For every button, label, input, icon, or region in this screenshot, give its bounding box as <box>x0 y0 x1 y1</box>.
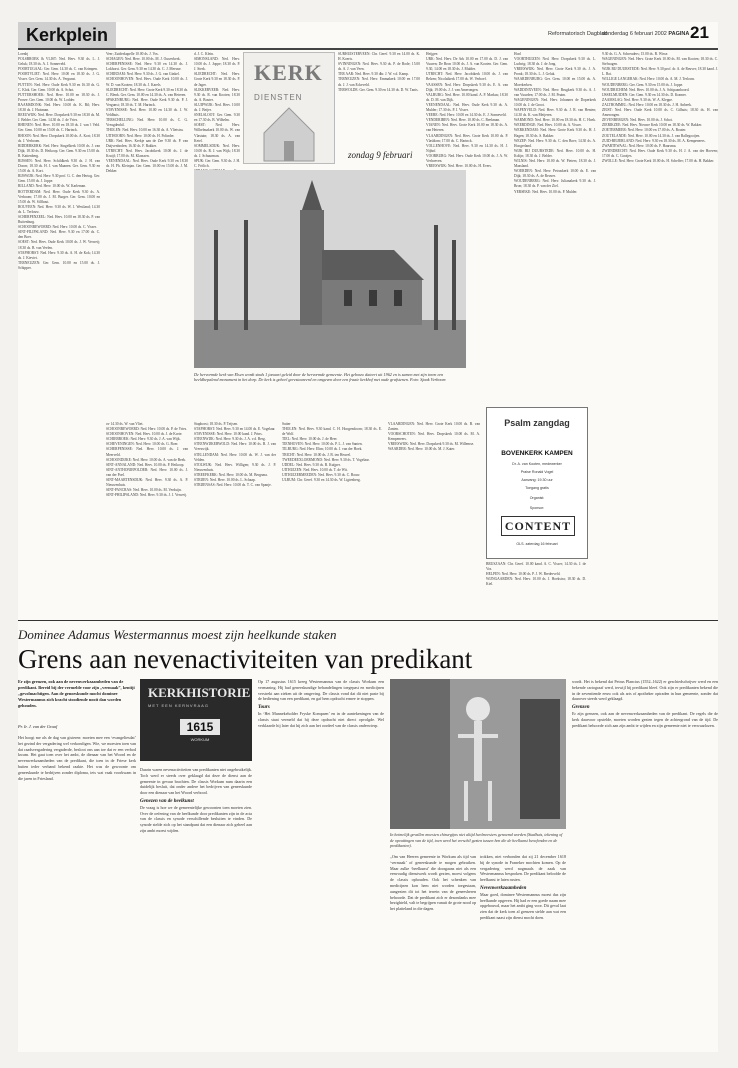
kerkdiensten-logo-subtitle: DIENSTEN <box>254 93 303 102</box>
service-listing: POLSBROEK & VLIST: Ned. Herv. 9.30 ds. L. J. Geluk; 18.30 ds. A. J. Sonneveld. <box>18 57 100 67</box>
church-icon <box>244 103 334 163</box>
service-listing: ZUID-BEIJERLAND: Ned. Herv. 9.30 en 18.30 ds. M. A. Kempeneers. <box>602 138 706 143</box>
service-listing: IJSSELMUIDEN: Ger. Gem. 9.30 en 14.30 ds. D. Kramer. <box>602 92 687 97</box>
article-kicker: Dominee Adamus Westermannus moest zijn heelkunde staken <box>18 627 337 642</box>
service-listing: Staphorst; 18.30 ds. P. Teijsen. <box>194 422 239 426</box>
service-listing: WOERDEN: Ned. Herv. Petruskerk 10.00 ds. E. van Dijk; 18.30 ds. A. de Reuver. <box>514 169 596 179</box>
service-listing: THOLEN: Ned. Herv. 10.00 en 16.30 ds. A. Vlietstra. <box>106 128 184 133</box>
service-listing: TERSCHELLING: Ned. Herv. 10.00 ds. C. G. Vreugdenhil. <box>106 118 188 128</box>
article-column-6: wordt. Het is bekend dat Petrus Plancius (1552–1622) er geschiedschrijver werd en een bekende cartograaf werd, terwijl hij predikant bleef. Ook zijn er predikanten bekend die in de zeventiende eeuw ook als arts of apotheker optraden in hun gemeente, zonder dat daarover steeds werd geklaagd. Grenzen Er zijn grenzen, ook aan de nevenwerkzaamheden van de predikant. De regels die de kerk daarvoor opstelde, moeten worden gezien tegen de achtergrond van de tijd. De predikant behoorde zich aan zijn ambt te wijden en zijn gemeente niet te verwaarlozen. <box>572 679 718 728</box>
service-listing: SOMMELSDIJK: Ned. Herv. 10.00 ds. R. J. van Wijk; 18.30 ds. J. Schuurman. <box>194 143 240 158</box>
service-listing: VOORBURG: Ned. Herv. Oude Kerk 10.00 ds. J. A. W. Verhoeven. <box>426 153 508 163</box>
service-listing: WOUDENBERG: Ger. Gem. 9.30 en 15.00 ds. J. Joppe. <box>602 82 684 87</box>
ad-line-2: Praise Ronald Vogel <box>520 470 554 474</box>
section-divider <box>18 620 718 621</box>
psalmzangdag-advertisement <box>486 407 588 559</box>
service-listing: Veer; Zuiderkapelle 10.00 ds. J. Vos. <box>106 52 159 56</box>
service-listing: SCHAGEN: Ned. Herv. 10.00 ds. M. J. Ouwerkerk. <box>106 57 181 62</box>
service-listing: PUTTERSHOEK: Ned. Herv. 10.00 en 18.30 ds. J. Prosee. Ger. Gem. 10.00 ds. W. Lodder. <box>18 92 100 102</box>
service-listing: WILLIGE LANGERAK: Ned. Herv. 10.00 ds. A. M. J. Terlouw. <box>602 77 695 82</box>
ad-venue: BOVENKERK KAMPEN <box>501 450 573 457</box>
service-listing: HELPEN: Ned. Herv. 10.00 ds. P. J. W. Brederveld. <box>486 572 561 577</box>
article-lead: Er zijn grenzen, ook aan de nevenwerkzaamheden van de predikant. Bereid bij der vermelde voor zijn „vermaak”, kentiji „gevolmachtigen. Aan de genoeskunde mocht dominee Westermannus zich kracht stoodiende nooit dan worden gehouden. <box>18 679 135 708</box>
service-listing: d. J. C. Klein. <box>194 52 214 56</box>
service-listing: SIMONSLAND: Ned. Herv. 10.00 ds. J. Joppe; 18.30 ds. P. J. Sterk. <box>194 57 240 72</box>
service-listing: SCHIEBROEK: Ned. Herv. 9.30 ds. J. A. van Wijk. <box>106 437 181 442</box>
service-listing: ZALTBOMMEL: Ned. Herv. 10.00 en 18.30 ds. J. H. Anbeek. <box>602 102 692 107</box>
service-listing: SINT-ANNALAND: Ned. Herv. 10.00 ds. P. Heikoop. <box>106 462 185 467</box>
kerkdiensten-column-1 <box>18 52 100 612</box>
ad-line-1: Dr. A. van Kooten, medewerker <box>512 462 562 466</box>
service-listing: SLIEDRECHT: Ned. Herv. Grote Kerk 9.30 en 18.30 ds. P. de Jager. <box>194 72 240 87</box>
service-listing: TILBURG: Ned. Herv. Elim; 10.00 ds. J. van der Hoek. <box>282 447 363 452</box>
service-listing: SCHOONHOVEN: Ned. Herv. 10.00 ds. J. de Korte. <box>106 432 183 437</box>
church-photo <box>194 170 466 368</box>
kerkhistorie-title: KERKHISTORIE <box>148 685 251 700</box>
service-listing: Heijgen <box>426 52 438 56</box>
service-listing: REEUWIJK: Ned. Herv. Dorpskerk 9.30 en 18.30 ds. M. J. Belder. Ger. Gem. 14.30 ds. J. de Vries. <box>18 113 101 123</box>
service-listing: WOUDENBERG: Ned. Herv. Julianakerk 9.30 ds. J. Bron; 18.30 ds. P. van der Ziel. <box>514 179 596 189</box>
kerkdiensten-column-4 <box>338 52 420 162</box>
kerkdiensten-column-5b <box>388 422 480 512</box>
kerkdiensten-column-4b <box>282 422 382 602</box>
service-listing: WAPENVELD: Ned. Herv. 9.30 ds. J. R. van Henten; 14.30 ds. K. van Meijeren. <box>514 108 596 118</box>
service-listing: STREEFKERK: Ned. Herv. 10.00 ds. M. Bergsma. <box>194 472 268 477</box>
service-listing: WAARDENBURG: Ger. Gem. 10.00 en 15.00 ds. A. Moerkerken. <box>514 77 596 87</box>
service-listing: 9.30 ds. G. A. Schreuders; 15.00 ds. B. Wisse. <box>602 52 669 56</box>
service-listing: WERKENDAM: Ned. Herv. Grote Kerk 9.30 ds. H. J. Hagen; 18.30 ds. S. Bakker. <box>514 128 596 138</box>
service-listing: SINT-ANTHONIEPOLDER: Ned. Herv. 10.00 ds. J. van der Poel. <box>106 467 188 477</box>
section-title: Kerkplein <box>18 22 116 48</box>
content-logo: CONTENT <box>501 516 575 536</box>
service-listing: STAPHORST: Ned. Herv. 9.30 en 14.00 ds. E. Vogelaar. <box>194 427 276 432</box>
service-listing: SVINNINGEN: Ned. Herv. 9.30 ds. P. de Bode; 15.00 ds. A. J. van Veen. <box>338 62 420 72</box>
service-listing: ZWIJNDRECHT: Ned. Herv. Oude Kerk 9.30 ds. H. J. A. van der Hoeven; 17.00 ds. C. Gootjes. <box>602 148 718 158</box>
article-column-5: trokken, niet verbonden dat zij 21 december 1618 bij de synode in Franeker mochten komen. Op de vergadering werd nogmaals de zaak van Westermannus besproken. De predikant beloofde de heelkunst te laten rusten. Nevenwerkzaamheden Maar goed, dominee Westermannus moest dus zijn heelkunde opgeven. Hij had er een goede naam mee opgebouwd, maar het ambt ging voor. Dit geval laat zien dat de kerk toen al grenzen stelde aan wat een predikant naast zijn dienst mocht doen. <box>480 854 566 920</box>
service-listing: THOLEN: Ned. Herv. 9.30 kand. C. H. Hoogendoorn; 18.30 ds. E. de Wolf. <box>282 427 382 437</box>
ad-organist: Organist: <box>529 496 545 500</box>
service-listing: URK: Ned. Herv. De Ark 10.00 en 17.00 ds. D. J. van Vuuren; De Bron 10.00 ds. J. A. van Kooten. Ger. Gem. 9.30, 14.00 en 18.30 ds. J. Mulder. <box>426 57 508 72</box>
kerkdiensten-logo-title: KERK <box>254 60 323 85</box>
service-listing: VLAARDINGEN: Ned. Herv. Grote Kerk 10.00 ds. B. van Zanten. <box>388 422 480 432</box>
service-listing: VOORTHUIZEN: Ned. Herv. Dorpskerk 9.30 ds. L. Ludwig; 18.30 ds. J. de Jong. <box>514 57 596 67</box>
service-listing: SNELSLOOT: Ger. Gem. 9.30 en 17.30 ds. B. Wilhelm. <box>194 113 240 123</box>
ad-line-3: Aanvang: 19.30 uur <box>521 478 553 482</box>
kerkdiensten-column-3b <box>194 422 276 602</box>
service-listing: VREESWIJK: Ned. Herv. Dorpskerk 9.30 ds. M. Willemse. <box>388 442 475 447</box>
service-listing: RIDDERKERK: Ned. Herv. Singelkerk 10.00 ds. J. van Dijk; 18.30 ds. D. Heikoop. Ger. Gem. 9.30 en 15.00 ds. R. Kattenberg. <box>18 143 100 158</box>
service-listing: STOLWIJK: Ned. Herv. Willigen; 9.30 ds. J. P. Nieuwenhuis. <box>194 462 276 472</box>
service-listing: TERNEUZEN: Ned. Herv. Emmakerk 10.00 en 17.00 ds. J. J. van Eckeveld. <box>338 77 420 87</box>
service-listing: WIJK BIJ DUURSTEDE: Ned. Herv. 9.30 prof. dr. A. de Reuver; 18.30 kand. J. L. Rot. <box>602 67 718 77</box>
service-listing: STAVENISSE: Ned. Herv. 10.00 en 14.30 ds. J. W. Veldhuis. <box>106 108 188 118</box>
service-listing: UTRECHT: Ned. Herv. Jacobikerk 10.00 ds. J. van Belzen; Nicolaïkerk 17.00 ds. W. Verhoef. <box>426 72 508 82</box>
service-listing: PUTTEN: Ned. Herv. Oude Kerk 9.30 en 16.30 ds. G. C. Klok. Ger. Gem. 10.00 ds. A. Schot. <box>18 82 100 92</box>
service-listing: SCHOONHOVEN: Ned. Herv. Oude Kerk 10.00 ds. J. W. D. van Kooten; 18.30 ds. J. Karels. <box>106 77 188 87</box>
service-listing: TERWOLDE: Ger. Gem. 9.30 en 14.30 ds. D. W. Tanis. <box>338 87 419 92</box>
ad-footer: OLS. zaterdag 16 februari <box>516 542 558 546</box>
service-listing: UITHUIZERMEEDEN: Ned. Herv. 9.30 ds. C. Bouw. <box>282 472 361 477</box>
kerkdiensten-column-3 <box>194 52 240 167</box>
service-listing: STAVENISSE: Ned. Herv. 10.00 kand. J. Prins. <box>194 432 263 437</box>
kerkhistorie-subtitle: MET EEN KERNVRAAG <box>148 703 209 708</box>
service-listing: VREESWIJK: Ned. Herv. 10.00 ds. H. Evers. <box>426 164 492 169</box>
service-listing: SLUIPWIJK: Ned. Herv. 10.00 ds. J. Beijer. <box>194 102 240 113</box>
service-listing: UDDEL: Ned. Herv. 9.30 ds. B. Kuijper. <box>282 462 341 467</box>
service-listing: WILNIS: Ned. Herv. 10.00 ds. W. Pieters; 18.30 ds. J. Maasland. <box>514 158 596 169</box>
skeleton-illustration <box>390 679 566 829</box>
kerkhistorie-place: WORKUM <box>190 737 210 742</box>
service-listing: RILLAND: Ned. Herv. 10.00 ds. W. Karleman. <box>18 184 87 189</box>
service-listing: TERNEUZEN: Ger. Gem. 10.00 en 15.00 ds. J. Schipper. <box>18 260 100 270</box>
service-listing: WADDINXVEEN: Ned. Herv. Brugkerk 9.30 ds. A. J. van Vuurden; 17.00 ds. J. M. Pruim. <box>514 87 596 97</box>
kerkhistorie-year: 1615 <box>180 719 220 735</box>
service-listing: SCHIEDAM: Ned. Herv. 9.30 ds. J. G. van Ginkel. <box>106 72 180 77</box>
service-listing: TER AAR: Ned. Herv. 9.30 dhr. J. W. v.d. Kamp. <box>338 72 409 77</box>
service-listing: ZOETERMEER: Ned. Herv. 10.00 en 17.00 ds. A. Bouter. <box>602 128 687 133</box>
service-listing: SINT-FILIPSLAND: Ned. Herv. 9.30 en 17.00 ds. C. den Boer. <box>18 230 100 240</box>
service-listing: RIJSSEN: Ned. Herv. Schildkerk 9.30 ds. J. H. van Doorn; 18.30 ds. H. J. van Maanen. Ger. Gem. 9.30 en 15.00 ds. A. Kort. <box>18 158 100 174</box>
service-listing: BRUSZAAN: Chr. Geref. 10.00 kand. A. C. Visser; 14.30 ds. J. de Vos. <box>486 562 586 572</box>
kerkdiensten-column-7 <box>602 52 718 612</box>
service-listing: WEERDINGE: Ned. Herv. 10.00 ds. A. Visser. <box>514 123 582 128</box>
service-listing: UTRECHT: Ned. Herv. Jacobikerk 10.00 ds. J. de Kruijf; 17.00 ds. M. Klaassen. <box>106 148 188 158</box>
service-listing: POORTUGAAL: Ger. Gem. 14.30 ds. C. van Krimpen. <box>18 67 98 72</box>
service-listing: VALBURG: Ned. Herv. 10.00 kand. A. P. Markus; 18.30 ds. D. M. van Dijk. <box>426 92 508 102</box>
service-listing: ZEVENBERGEN: Ned. Herv. 10.00 ds. J. Schot. <box>602 118 673 123</box>
service-listing: SINT-MAARTENSDIJK: Ned. Herv. 9.30 ds. A. P. Nieuwenhuis. <box>106 478 188 488</box>
service-listing: ULRUM: Chr. Geref. 9.30 en 14.30 ds. W. Ligtenberg. <box>282 478 361 483</box>
service-listing: ZWARTEWAAL: Ned. Herv. 10.00 ds. F. Haarsma. <box>602 143 677 148</box>
kerkhistorie-logo <box>140 679 252 761</box>
article-column-3: Op 17 augustus 1615 kreeg Westermannus van de classis Workum een vermaning. Hij had geneeskundige behandelingen toegepast en medicijnen verstrekt aan zieken uit de omgeving. De classis vond dat dit niet paste bij de bediening van een predikant, en gaf hem opdracht ermee te stoppen. Tours In ‘Het Munnekeholder Fryske Kompaen’ en in de aantekeningen van de classis staat vermeld dat hij deze opdracht niet direct opvolgde. Wel verklaarde hij later dat hij zich aan het oordeel van de classis onderwierp. <box>258 679 384 728</box>
service-listing: STEENWIJKERWOLD: Ned. Herv. 10.00 ds. B. J. van Vreeswijk. <box>194 442 276 452</box>
service-listing: SLIEDRECHT: Ned. Herv. Grote Kerk 9.30 en 18.30 ds. C. Blenk. Ger. Gem. 10.00 en 14.30 ds. A. van Heteren. <box>106 87 188 97</box>
service-listing: SCHOONREWOERD: Ned. Herv. 10.00 ds. P. de Vries. <box>106 427 188 432</box>
service-listing: SCHOONDIJKE: Ned. Herv. 10.00 ds. A. van de Beek. <box>106 457 187 462</box>
article-subhead-1: Genezen van de heelkunst <box>140 798 194 804</box>
service-listing: VOLLENHOVE: Ned. Herv. 9.30 en 14.30 ds. H. J. Nijhof. <box>426 143 508 153</box>
kerkdiensten-column-6 <box>514 52 596 402</box>
service-listing: ZAAMSLAG: Ned. Herv. 9.30 ds. W. A. Kleppe. <box>602 97 673 102</box>
service-listing: SINT-PHILIPSLAND: Ned. Herv. 9.30 ds. J. J. Verweij. <box>106 493 188 498</box>
skeleton-photo <box>390 679 566 829</box>
service-listing: VIANEN: Ned. Herv. Grote Kerk 10.00 en 18.30 ds. A. van Heteren. <box>426 123 508 133</box>
service-listing: VEENENDAAL: Ned. Herv. Oude Kerk 9.30 en 18.30 ds. H. Ph. Kleinjan. Ger. Gem. 10.00 en 15.00 ds. J. M. Dekker. <box>106 158 188 174</box>
service-listing: SCHERPENISSE: Ned. Herv. 10.00 ds. J. van Meerveld. <box>106 447 188 457</box>
article-column-1: Het hoogt me als de dag van gisteren: moeten mee een ‘evangeliesdat’ het gezind der vergadering wel verkondigen. Wie, we moesten toen van dat raadsvergadering vergaderde, besloot ons aan toe dat er een verbod kwam. Het gaat toen over het ambt, de dienaar van het Woord en de nevenwerkzaamheden van de predikant, die toen in de Friese kerk buiten ieder verband bekend raakte. Het was de gewoonte om geneeskunde te bedrijven zonder diploma, iets wat vaak voorkwam in die jaren in Friesland. <box>18 735 136 781</box>
kerkdiensten-column-6b <box>486 562 586 602</box>
service-listing: WAARDER: Ned. Herv. 10.00 ds. M. J. Kater. <box>388 447 456 452</box>
newspaper-page <box>18 22 718 1052</box>
article-subhead-4: Grenzen <box>572 705 590 711</box>
service-listing: STEENWIJK: Ned. Herv. 9.30 ds. J. A. v.d. Berg. <box>194 437 266 442</box>
service-listing: VOORSCHOTEN: Ned. Herv. Dorpskerk 10.00 ds. M. A. Kempeneers. <box>388 432 480 442</box>
service-listing: ROUVEEN: Ned. Herv. 9.30 ds. W. J. Westland; 14.30 ds. L. Terlouw. <box>18 204 100 214</box>
service-listing: VLAARDINGEN: Ned. Herv. Grote Kerk 10.00 ds. P. Vlasblom; 17.00 ds. C. Harinck. <box>426 133 508 143</box>
service-listing: TRICHT: Ned. Herv. 10.00 ds. J. B. ten Heuvel. <box>282 452 352 457</box>
church-photo-caption: De hervormde kerk van Elsen wordt sinds 1 januari geleid door de hervormde gemeente. Het gebouw dateert uit 1962 en is samen met zijn toren een beeldbepalend monument in het dorp. De kerk is geheel gerestaureerd en omgeven door een fraaie kerkhof met oude grafstenen. Foto: Sjaak Verboom <box>194 372 446 383</box>
service-listing: RHENEN: Ned. Herv. 10.00 en 18.30 ds. J. van 't Veld. Ger. Gem. 10.00 en 15.00 ds. C. Harinck. <box>18 123 100 133</box>
service-listing: WOUDRICHEM: Ned. Herv. 10.00 ds. J. A. Schipaanboord. <box>602 87 690 92</box>
ad-title: Psalm zangdag <box>504 418 570 428</box>
ad-sponsor-label: Sponsor: <box>529 506 545 510</box>
service-listing: UITHUIZEN: Ned. Herv. 10.00 ds. T. de Wit. <box>282 467 348 472</box>
service-listing: SOEST: Ned. Herv. Wilhelmakerk 10.00 ds. W. van Vlastuin; 18.30 ds. A. van Ketel. <box>194 123 240 143</box>
article-column-2: Daarin waren nevenactiviteiten van predikanten niet ongebruikelijk. Toch werd er steeds over geklaagd dat deze de dienst aan de gemeente in gevaar brachten. De classis Workum nam daarin een duidelijk besluit, dat onder andere het bedrijven van geneeskunde door een dienaar van het Woord verbood. Genezen van de heelkunst De vraag is hoe we de gemeentelijke gewoonten toen moeten zien. Over de oefening van de heelkunde door predikanten zijn in de acta van de classis en synode verschillende besluiten te vinden. De synode stelde zich op het standpunt dat een dienaar zich geheel aan zijn ambt moest wijden. <box>140 767 252 833</box>
service-listing: TIEL: Ned. Herv. 10.00 ds. J. de Heer. <box>282 437 338 442</box>
page-number: 21 <box>690 23 709 42</box>
service-listing: URK: Ned. Herv. Kerkje aan de Zee 9.30 ds. P. van Duijvenboden; 16.30 ds. F. Bakker. <box>106 138 188 148</box>
service-listing: ROTTERDAM: Ned. Herv. Oude Kerk 9.30 ds. A. Verboom; 17.00 ds. J. M. Burger. Ger. Gem. 10.00 en 15.00 ds. W. Silfhout. <box>18 189 100 204</box>
service-listing: SPAKENBURG: Ned. Herv. Oude Kerk 9.30 ds. P. J. Vergunst; 18.30 ds. T. M. Harinck. <box>106 97 188 107</box>
church-photo-illustration <box>194 170 466 368</box>
service-listing: SOEST: Ned. Herv. Oude Kerk 10.00 ds. J. W. Verweij; 18.30 ds. B. van Veelen. <box>18 240 100 250</box>
service-listing: SCHERPENISSE: Ned. Herv. 9.30 en 14.30 ds. J. Lokhorst. Ger. Gem. 9.30 en 14.30 ds. C. J. Meeuse. <box>106 62 188 72</box>
service-listing: STAPHORST: Ned. Herv. 9.30 ds. A. H. de Kok; 14.30 ds. J. Kieviet. <box>18 250 100 260</box>
kerkdiensten-column-2 <box>106 52 188 174</box>
service-listing: WAGENINGEN: Ned. Herv. Johannes de Doperkerk 10.00 ds. J. de Groot. <box>514 97 596 107</box>
service-listing: ZIERIKZEE: Ned. Herv. Nieuwe Kerk 10.00 en 18.30 ds. W. Bakker. <box>602 123 703 128</box>
service-listing: POORTVLIET: Ned. Herv. 10.00 en 18.30 ds. J. G. Visser. Ger. Gem. 14.30 ds. A. Vergunst. <box>18 72 100 82</box>
service-listing: SURHUISTERVEEN: Chr. Geref. 9.30 en 14.00 ds. K. H. Koerts. <box>338 52 420 62</box>
service-listing: VENDERIBEN: Ned. Herv. 10.00 ds. C. Beekman. <box>426 118 501 123</box>
service-listing: SPIJK: Ger. Gem. 9.30 ds. J. H. C. Frölich. <box>194 158 240 169</box>
service-listing: Hool <box>514 52 522 56</box>
service-listing: SCHEVENINGEN: Ned. Herv. 10.00 ds. G. Boer. <box>106 442 179 447</box>
service-listing: WAGENINGEN: Ned. Herv. Grote Kerk 10.00 ds. M. van Kooten; 18.30 ds. C. Stelwagen. <box>602 57 718 67</box>
kerkdiensten-column-2b <box>106 422 188 602</box>
service-listing: RAAMSDONK: Ned. Herv. 10.00 ds. K. Bil; Herv. 18.30 ds. J. Huisman. <box>18 102 100 113</box>
service-listing: SLIKKERVEER: Ned. Herv. 9.30 ds. R. van Kooten; 18.30 ds. A. Bouter. <box>194 87 240 102</box>
paper-name: Reformatorisch Dagblad <box>548 31 608 37</box>
service-listing: ov 14.30 ds. W. van Vliet. <box>106 422 144 426</box>
service-listing: SCHERPENZEEL: Ned. Herv. 10.00 en 18.30 ds. P. van Ruitenburg. <box>18 215 100 225</box>
service-listing: RIJSWIJK: Ned. Herv. 9.30 prof. G. C. den Hertog. Ger. Gem. 15.00 ds. J. Joppe. <box>18 174 100 184</box>
issue-date: donderdag 6 februari 2002 PAGINA <box>602 31 690 37</box>
service-listing: VEENENDAAL: Ned. Herv. Oude Kerk 9.30 ds. A. Mulder; 17.30 ds. P. J. Visser. <box>426 102 508 113</box>
service-listing: STRIJEN: Ned. Herv. 10.00 ds. L. Schaap. <box>194 478 256 483</box>
service-listing: VREESWIJK: Ned. Herv. Grote Kerk 9.30 ds. J. A. Pronk; 18.30 ds. L. J. Geluk. <box>514 67 596 77</box>
service-listing: SINT-PANCRAS: Ned. Herv. 10.00 ds. M. Verduijn. <box>106 488 182 493</box>
ad-line-4: Toegang gratis <box>525 486 549 490</box>
service-listing: VEERE: Ned. Herv. 10.00 en 14.30 ds. E. J. Sonneveld. <box>426 113 507 118</box>
article-subhead-2: Tours <box>258 705 270 711</box>
service-listing: ZWOLLE: Ned. Herv. Grote Kerk 10.00 ds. H. Scheffer; 17.00 ds. H. Bakker. <box>602 158 715 163</box>
service-listing: STELLENDAM: Ned. Herv. 10.00 ds. W. J. van der Velden. <box>194 452 276 462</box>
service-listing: VAASSEN: Ned. Herv. Dorpskerk 9.30 ds. E. A. van Dijk; 19.00 ds. J. J. van Amerongen. <box>426 82 508 92</box>
service-listing: WARMOND: Ned. Herv. 10.00 en 18.30 ds. H. C. Hoek. <box>514 118 596 123</box>
service-listing: WEZEP: Ned. Herv. 9.30 ds. C. den Boer; 14.30 ds. A. Hoogerland. <box>514 138 596 148</box>
service-listing: WIJNGAARDEN: Ned. Herv. 10.00 ds. J. Hoekstra; 18.30 ds. D. Kiel. <box>486 577 586 587</box>
service-listing: Loenhj <box>18 52 29 56</box>
service-listing: ZEIST: Ned. Herv. Oude Kerk 10.00 ds. C. Gilhuis; 18.30 ds. H. van Amerongen. <box>602 108 718 118</box>
service-listing: RHOON: Ned. Herv. Dorpskerk 10.00 ds. A. Kort; 18.30 ds. J. Verboom. <box>18 133 101 143</box>
service-listing: SCHOONREWOERD: Ned. Herv. 10.00 ds. C. Visser. <box>18 225 97 230</box>
service-listing: UITHOORN: Ned. Herv. 10.00 ds. H. Polinder. <box>106 133 175 138</box>
service-listing: YERSEKE: Ned. Herv. 10.00 ds. P. Mulder. <box>514 189 578 194</box>
article-subhead-3: Nevenwerkzaamheden <box>480 885 527 891</box>
service-listing: TWEEDEEXLOERMOND: Ned. Herv. 9.30 ds. T. Vogelaar. <box>282 457 370 462</box>
kerkdiensten-date: zondag 9 februari <box>348 150 413 160</box>
skeleton-photo-caption: In heimelijk gevallen moesten chirurgijns niet altijd heelmeesters genoemd worden (Stadhuis, tekening of de opvattingen van de tijd, toen werd het verschil gezien tussen hen die de heelkunst beoefenden en de predikanten). <box>390 832 563 849</box>
service-listing: ZOUTELANDE: Ned. Herv. 10.00 en 14.30 ds. J. van Ballegooijen. <box>602 133 701 138</box>
article-headline: Grens aan nevenactiviteiten van predikant <box>18 644 473 674</box>
service-listing: STRIJENSAS: Ned. Herv. 10.00 ds. T. C. van Spanje. <box>194 483 272 488</box>
page-header <box>18 22 718 50</box>
article-column-4: „Om van Heeren gemeente in Workum als tijd van ‘vermaak’ of geneeskunde te mogen gebruiken. Maar zulke ‘heelkunst’ die doorgaans niet als een eenvoudig dienstwerk wordt gezien, moest volgens de classis ophouden. Ook het schenken van medicijnen kon hem niet worden toegestaan, aangezien dit tot het terrein van de geneesheren behoorde. Dat de predikant zich er desondanks mee bezighield, valt te begrijpen vanuit de grote nood op het platteland in die dagen. <box>390 854 476 912</box>
article-byline: Pr. Ir. J. van der Graaf <box>18 724 58 729</box>
service-listing: WIJK BIJ DUURSTEDE: Ned. Herv. 10.00 ds. H. Kolijn; 18.30 ds. J. Belder. <box>514 148 596 158</box>
kerkdiensten-logo <box>243 52 335 164</box>
service-listing: Sutter <box>282 422 291 426</box>
service-listing: TIENHOVEN: Ned. Herv. 10.00 ds. P. L. J. van Santen. <box>282 442 363 447</box>
